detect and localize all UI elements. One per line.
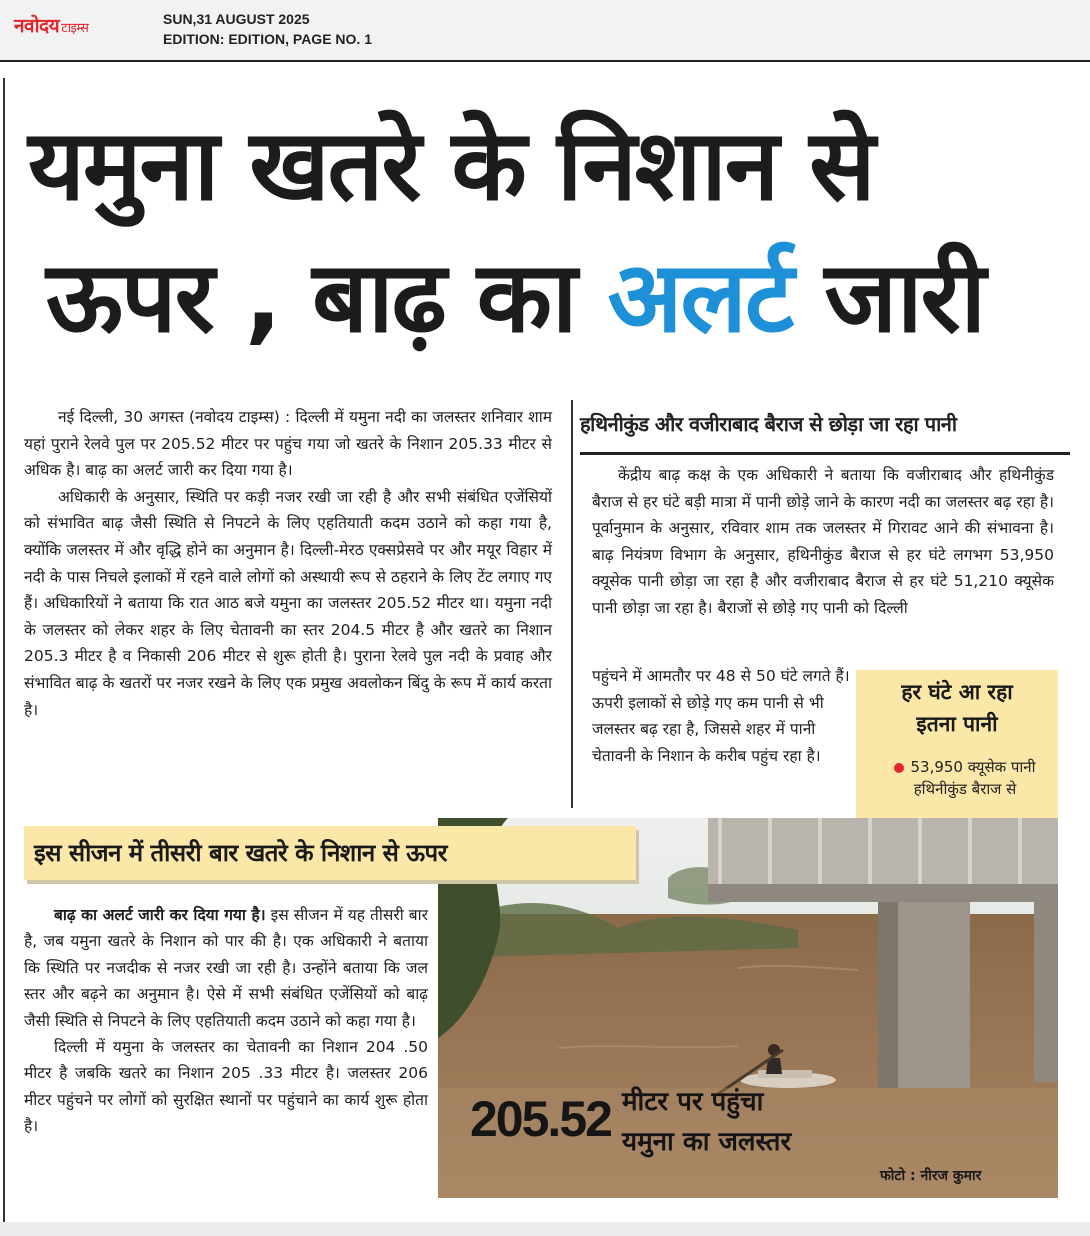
third-story-lead: बाढ़ का अलर्ट जारी कर दिया गया है। — [54, 906, 266, 924]
third-story-paragraph-1 — [24, 902, 428, 1034]
photo-credit: फोटो : नीरज कुमार — [880, 1168, 982, 1184]
main-story — [24, 404, 552, 723]
callout-title-line2: इतना पानी — [916, 712, 998, 736]
side-story-heading: हथिनीकुंड और वजीराबाद बैराज से छोड़ा जा रहा पानी — [580, 412, 957, 436]
bullet-icon — [894, 763, 904, 773]
side-story-top — [592, 462, 1054, 622]
side-story-bottom: पहुंचने में आमतौर पर 48 से 50 घंटे लगते हैं। ऊपरी इलाकों से छोड़े गए कम पानी से भी जलस्तर बढ़ रहा है, जिससे शहर में पानी चेतावनी के निशान के करीब पहुंच रहा है। — [592, 667, 850, 765]
edition-meta — [163, 9, 372, 49]
page-title — [28, 100, 1078, 364]
headline-line1: यमुना खतरे के निशान से — [28, 109, 874, 223]
main-story-paragraph-1: नई दिल्ली, 30 अगस्त (नवोदय टाइम्स) : दिल्ली में यमुना नदी का जलस्तर शनिवार शाम यहां पुराने रेलवे पुल पर 205.52 मीटर पर पहुंच गया जो खतरे के निशान 205.33 मीटर से अधिक है। बाढ़ का अलर्ट जारी कर दिया गया है। — [24, 408, 552, 480]
third-story-paragraph-2: दिल्ली में यमुना के जलस्तर का चेतावनी का निशान 204 .50 मीटर है जबकि खतरे का निशान 205 .33 मीटर है। जलस्तर 206 मीटर पहुंचने पर लोगों को सुरक्षित स्थानों पर पहुंचाने का कार्य शुरू होता है। — [24, 1038, 428, 1136]
headline-alert-word: अलर्ट — [607, 241, 793, 355]
masthead-bar — [0, 0, 1090, 62]
headline-line2-part1: ऊपर , बाढ़ का — [46, 241, 576, 355]
headline-line2 — [28, 232, 1078, 364]
photo-caption-line1: मीटर पर पहुंचा — [622, 1087, 764, 1117]
callout-item-1-line2: हथिनीकुंड बैराज से — [913, 780, 1017, 798]
callout-title-line1: हर घंटे आ रहा — [901, 680, 1013, 704]
date-line: SUN,31 AUGUST 2025 — [163, 11, 310, 27]
water-level-figure: 205.52 — [470, 1091, 611, 1147]
logo-sub: टाइम्स — [61, 21, 89, 36]
photo-caption — [622, 1082, 852, 1162]
banner-text: इस सीजन में तीसरी बार खतरे के निशान से ऊपर — [34, 839, 447, 867]
headline-line2-part3: जारी — [824, 241, 984, 355]
newspaper-logo[interactable] — [14, 12, 88, 38]
third-story — [24, 902, 428, 1140]
callout-title — [856, 676, 1058, 740]
callout-item-1-line1: 53,950 क्यूसेक पानी — [910, 758, 1036, 776]
side-story-paragraph: केंद्रीय बाढ़ कक्ष के एक अधिकारी ने बताया कि वजीराबाद और हथिनीकुंड बैराज से हर घंटे बड़ी मात्रा में पानी छोड़े जाने के कारण नदी का जलस्तर बढ़ रहा है। पूर्वानुमान के अनुसार, रविवार शाम तक जलस्तर में गिरावट आने की संभावना है। बाढ़ नियंत्रण विभाग के अनुसार, हथिनीकुंड बैराज से हर घंटे लगभग 53,950 क्यूसेक पानी छोड़ा जा रहा है और वजीराबाद बैराज से हर घंटे 51,210 क्यूसेक पानी छोड़ा जा रहा है। बैराजों से छोड़े गए पानी को दिल्ली — [592, 466, 1054, 617]
callout-item-1 — [872, 756, 1058, 800]
column-divider — [571, 400, 573, 808]
edition-line: EDITION: EDITION, PAGE NO. 1 — [163, 31, 372, 47]
photo-caption-line2: यमुना का जलस्तर — [622, 1127, 792, 1157]
third-time-banner — [24, 826, 636, 880]
logo-main: नवोदय — [14, 15, 60, 37]
third-story-paragraph-1-text: इस सीजन में यह तीसरी बार है, जब यमुना खतरे के निशान को पार की है। एक अधिकारी ने बताया कि स्थिति पर नजदीक से नजर रखी जा रही है। उन्होंने बताया कि जल स्तर और बढ़ने का अनुमान है। ऐसे में सभी संबंधित एजेंसियों को बाढ़ जैसी स्थिति से निपटने के लिए एहतियाती कदम उठाने को कहा गया है। — [24, 906, 428, 1030]
bottom-strip — [0, 1222, 1090, 1236]
main-story-paragraph-2: अधिकारी के अनुसार, स्थिति पर कड़ी नजर रखी जा रही है और सभी संबंधित एजेंसियों को संभावित बाढ़ जैसी स्थिति से निपटने के लिए एहतियाती कदम उठाने को कहा गया है, क्योंकि जलस्तर में और वृद्धि होने का अनुमान है। दिल्ली-मेरठ एक्सप्रेसवे पर और मयूर विहार में नदी के पास निचले इलाकों में रहने वाले लोगों को अस्थायी रूप से ठहराने के लिए टेंट लगाए गए हैं। अधिकारियों ने बताया कि रात आठ बजे यमुना का जलस्तर 205.52 मीटर था। यमुना नदी के जलस्तर को लेकर शहर के लिए चेतावनी का स्तर 204.5 मीटर है और खतरे का निशान 205.3 मीटर है व निकासी 206 मीटर से शुरू होती है। पुराना रेलवे पुल नदी के प्रवाह और संभावित बाढ़ के खतरों पर नजर रखने के लिए एक प्रमुख अवलोकन बिंदु के रूप में कार्य करता है। — [24, 487, 552, 719]
side-story-rule — [580, 452, 1070, 455]
